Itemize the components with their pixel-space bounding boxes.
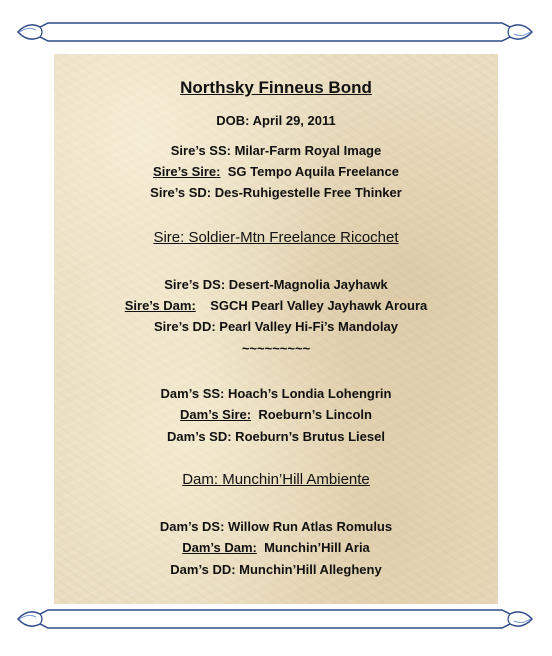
dams-dd-line: Dam’s DD: Munchin’Hill Allegheny	[170, 562, 382, 577]
divider-tildes: ~~~~~~~~~	[241, 341, 311, 356]
sires-dam-line	[54, 298, 498, 313]
dams-dam-line	[54, 540, 498, 555]
dams-dam-value: Munchin’Hill Aria	[264, 540, 370, 555]
dams-sire-value: Roeburn’s Lincoln	[258, 407, 372, 422]
dog-name-title: Northsky Finneus Bond	[180, 78, 372, 97]
sires-sire-line	[54, 164, 498, 179]
sires-ds-line: Sire’s DS: Desert-Magnolia Jayhawk	[164, 277, 388, 292]
sires-sire-label: Sire’s Sire:	[153, 164, 221, 179]
dams-dam-label: Dam’s Dam:	[182, 540, 257, 555]
top-scroll-banner	[14, 18, 536, 46]
dams-ss-line: Dam’s SS: Hoach’s Londia Lohengrin	[160, 386, 392, 401]
sires-dam-label: Sire’s Dam:	[124, 298, 196, 313]
dam-heading: Dam: Munchin’Hill Ambiente	[182, 471, 370, 488]
dams-sd-line: Dam’s SD: Roeburn’s Brutus Liesel	[167, 429, 385, 444]
sires-sire-value: SG Tempo Aquila Freelance	[227, 164, 399, 179]
sires-dam-value: SGCH Pearl Valley Jayhawk Aroura	[210, 298, 428, 313]
sires-sd-line: Sire’s SD: Des-Ruhigestelle Free Thinker	[150, 185, 402, 200]
dob-line: DOB: April 29, 2011	[216, 113, 336, 128]
dams-sire-label: Dam’s Sire:	[180, 407, 252, 422]
sire-heading: Sire: Soldier-Mtn Freelance Ricochet	[153, 229, 399, 246]
dams-ds-line: Dam’s DS: Willow Run Atlas Romulus	[159, 519, 393, 534]
sires-dd-line: Sire’s DD: Pearl Valley Hi-Fi’s Mandolay	[154, 319, 398, 334]
sires-ss-line: Sire’s SS: Milar-Farm Royal Image	[170, 143, 382, 158]
bottom-scroll-banner	[14, 605, 536, 633]
dams-sire-line	[54, 407, 498, 422]
